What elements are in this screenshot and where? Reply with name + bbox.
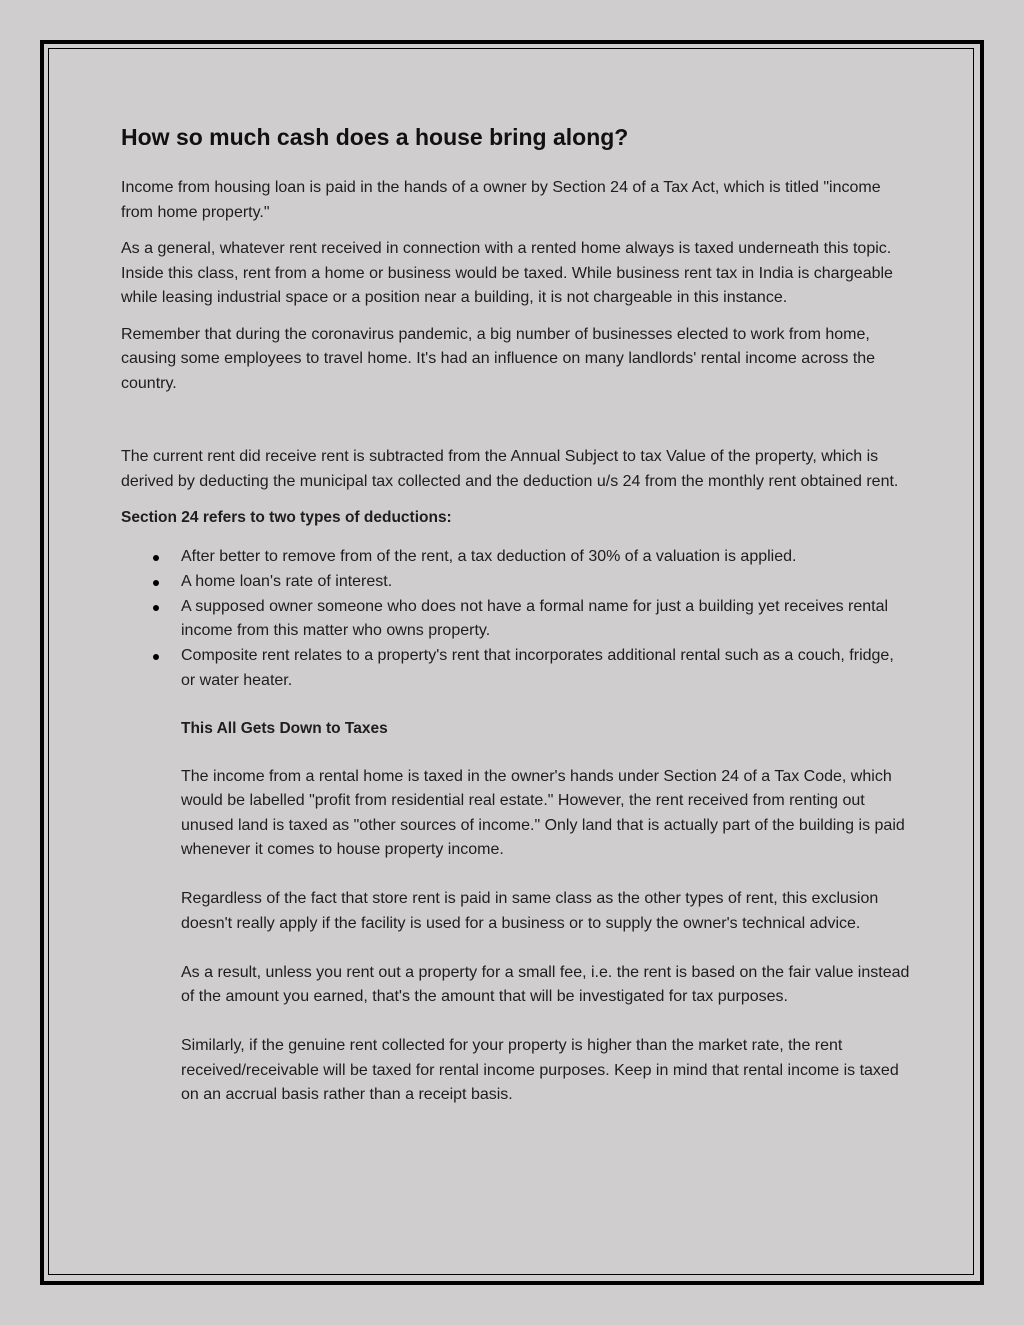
list-item [181,570,911,595]
bullet-icon [153,654,159,660]
list-item-text: After better to remove from of the rent, a tax deduction of 30% of a valuation is applied. [181,547,797,565]
list-item-text: A home loan's rate of interest. [181,572,393,590]
subsection-paragraph-3: As a result, unless you rent out a property for a small fee, i.e. the rent is based on the fair value instead of the amount you earned, that's the amount that will be investigated for tax purposes. [181,963,910,1005]
paragraph-4: The current rent did receive rent is subtracted from the Annual Subject to tax Value of the property, which is derived by deducting the municipal tax collected and the deduction u/s 24 from the monthly rent obtained rent. [121,448,899,490]
subsection-paragraph-1: The income from a rental home is taxed in the owner's hands under Section 24 of a Tax Code, which would be labelled "profit from residential real estate." However, the rent received from renting out unused land is taxed as "other sources of income." Only land that is actually part of the building is paid whenever it comes to house property income. [181,767,905,858]
blank-line [121,408,911,445]
subsection-paragraph-4: Similarly, if the genuine rent collected for your property is higher than the market rate, the rent received/receivable will be taxed for rental income purposes. Keep in mind that rental income is taxed on an accrual basis rather than a receipt basis. [181,1037,899,1103]
section-heading: Section 24 refers to two types of deductions: [121,509,452,526]
list-item [181,595,911,644]
deductions-list [121,545,911,694]
list-item-text: A supposed owner someone who does not have a formal name for just a building yet receives rental income from this matter who owns property. [181,597,889,639]
paragraph-3: Remember that during the coronavirus pandemic, a big number of businesses elected to work from home, causing some employees to travel home. It's had an influence on many landlords' rental income across the country. [121,325,876,392]
subsection-paragraph-2: Regardless of the fact that store rent is paid in same class as the other types of rent, this exclusion doesn't really apply if the facility is used for a business or to supply the owner's technical advice. [181,890,879,932]
bullet-icon [153,605,159,611]
bullet-icon [153,580,159,586]
paragraph-1: Income from housing loan is paid in the hands of a owner by Section 24 of a Tax Act, which is titled "income from home property." [121,179,881,221]
paragraph-2: As a general, whatever rent received in connection with a rented home always is taxed underneath this topic. Inside this class, rent from a home or business would be taxed. While business rent tax in India is chargeable while leasing industrial space or a position near a building, it is not chargeable in this instance. [121,240,893,306]
subsection-heading: This All Gets Down to Taxes [181,720,388,737]
bullet-icon [153,555,159,561]
list-item-text: Composite rent relates to a property's rent that incorporates additional rental such as a couch, fridge, or water heater. [181,647,894,689]
document-body [121,120,911,1132]
list-item [181,545,911,570]
subsection [121,717,911,1108]
page-title: How so much cash does a house bring along? [121,124,629,150]
list-item [181,644,911,693]
